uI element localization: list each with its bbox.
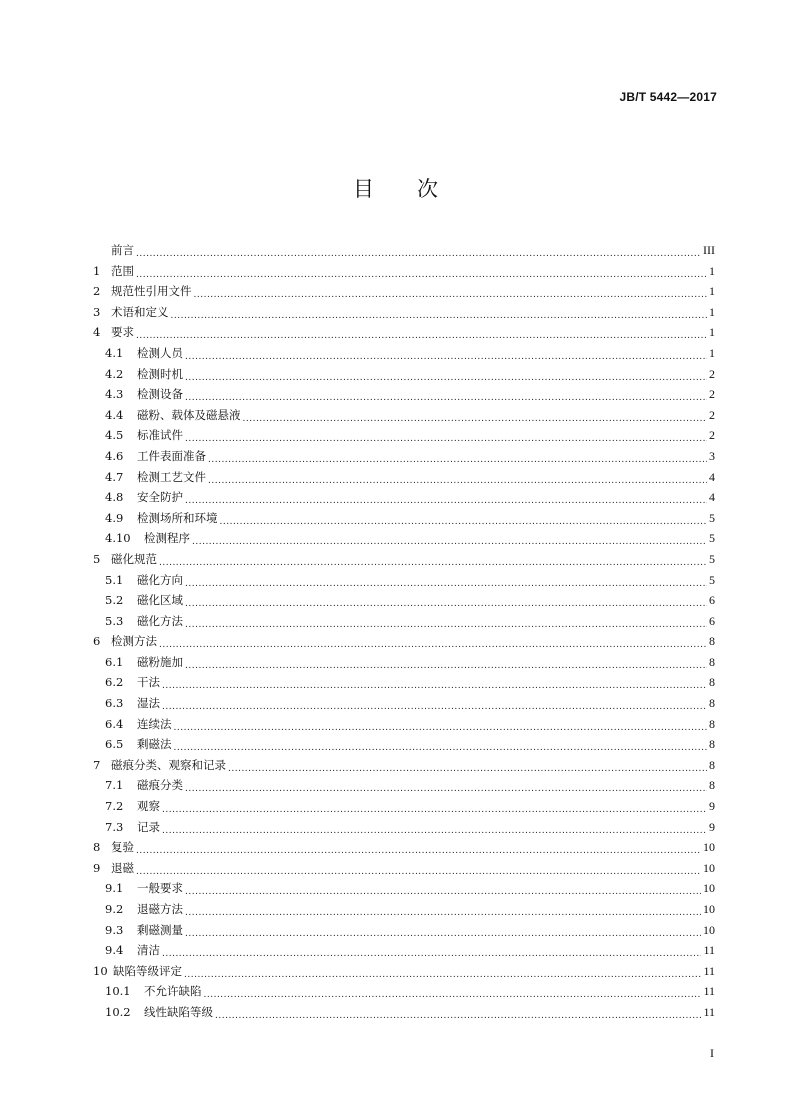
toc-entry-title: 磁粉施加 [137,654,183,669]
toc-entry-page: 1 [709,345,715,360]
toc-dot-leader [185,924,701,945]
toc-entry-page: 10 [703,840,715,855]
toc-entry-number: 2 [93,284,101,299]
toc-entry-title: 标准试件 [137,428,183,443]
toc-entry[interactable] [93,302,715,323]
toc-entry-title: 观察 [137,799,160,814]
toc-dot-leader [136,326,707,347]
toc-entry[interactable] [93,940,715,961]
toc-dot-leader [228,759,707,780]
toc-entry-page: 11 [703,1004,715,1019]
toc-entry-page: 8 [709,634,715,649]
toc-entry-number: 4.9 [105,510,124,525]
toc-entry-title: 缺陷等级评定 [113,963,182,978]
toc-entry[interactable] [93,549,715,570]
toc-entry-number: 3 [93,304,101,319]
toc-entry[interactable] [93,425,715,446]
toc-dot-leader [185,779,707,800]
toc-entry-number: 4.7 [105,469,124,484]
toc-entry-title: 干法 [137,675,160,690]
toc-entry-page: 10 [703,881,715,896]
toc-dot-leader [136,265,707,286]
toc-dot-leader [162,821,707,842]
toc-entry-number: 6.2 [105,675,124,690]
toc-dot-leader [185,388,707,409]
toc-entry-page: 2 [709,387,715,402]
toc-entry-number: 4 [93,325,101,340]
toc-entry-number: 9.1 [105,881,124,896]
toc-entry-page: 6 [709,613,715,628]
toc-entry-title: 清洁 [137,943,160,958]
toc-entry[interactable] [93,652,715,673]
toc-entry[interactable] [93,384,715,405]
table-of-contents [93,240,715,1023]
toc-entry-title: 记录 [137,819,160,834]
toc-title [0,173,792,203]
toc-entry-title: 退磁方法 [137,902,183,916]
toc-entry[interactable] [93,528,715,549]
toc-entry-number: 4.10 [105,531,131,546]
toc-entry-page: 4 [709,490,715,505]
toc-entry-number: 6.1 [105,654,124,669]
toc-dot-leader [171,306,708,327]
toc-entry-number: 5.1 [105,572,124,587]
toc-entry-page: 5 [709,551,715,566]
toc-entry-title: 磁化区域 [137,593,183,608]
toc-entry[interactable] [93,714,715,735]
standard-code: JB/T 5442—2017 [619,90,717,104]
toc-dot-leader [185,574,707,595]
toc-entry-page: 8 [709,675,715,690]
toc-dot-leader [174,738,708,759]
toc-dot-leader [185,429,707,450]
toc-entry-page: 2 [709,428,715,443]
toc-entry-title: 不允许缺陷 [144,984,202,999]
toc-entry-page: 11 [703,963,715,978]
toc-dot-leader [136,862,701,883]
toc-entry-number: 5.2 [105,593,124,608]
toc-dot-leader [185,368,707,389]
toc-entry-page: 2 [709,407,715,422]
toc-entry-number: 10 [93,963,108,978]
toc-dot-leader [215,1006,701,1027]
toc-entry[interactable] [93,775,715,796]
toc-title-char-1: 目 [353,177,375,201]
toc-entry-number: 4.1 [105,345,124,360]
toc-entry[interactable] [93,240,715,261]
toc-dot-leader [162,697,707,718]
toc-entry[interactable] [93,693,715,714]
toc-entry-number: 4.8 [105,490,124,505]
toc-entry-title: 磁化规范 [111,551,157,566]
toc-entry-number: 4.5 [105,428,124,443]
toc-entry[interactable] [93,796,715,817]
toc-entry[interactable] [93,837,715,858]
toc-dot-leader [136,244,701,265]
toc-entry-number: 4.4 [105,407,124,422]
toc-entry-title: 检测程序 [144,531,190,546]
toc-dot-leader [243,409,708,430]
toc-entry[interactable] [93,961,715,982]
toc-entry-page: 11 [703,984,715,999]
toc-entry[interactable] [93,343,715,364]
toc-entry-title: 剩磁法 [137,737,172,752]
toc-entry-page: 8 [709,757,715,772]
toc-entry-title: 术语和定义 [111,304,169,319]
toc-entry-title: 湿法 [137,696,160,711]
toc-entry-title: 退磁 [111,860,134,875]
toc-dot-leader [194,285,708,306]
toc-entry-title: 复验 [111,840,134,855]
toc-dot-leader [162,944,701,965]
toc-entry[interactable] [93,364,715,385]
toc-entry-title: 要求 [111,325,134,340]
toc-entry-title: 磁化方法 [137,613,183,628]
toc-entry-title: 检测场所和环境 [137,510,218,525]
toc-dot-leader [174,718,708,739]
toc-entry-title: 检测工艺文件 [137,469,206,484]
toc-entry-page: 1 [709,263,715,278]
toc-entry-page: 1 [709,325,715,340]
toc-entry-number: 6.4 [105,716,124,731]
toc-entry-number: 1 [93,263,101,278]
toc-entry-title: 检测人员 [137,345,183,360]
toc-dot-leader [136,841,701,862]
toc-dot-leader [192,532,707,553]
toc-entry-number: 9.4 [105,943,124,958]
toc-entry[interactable] [93,467,715,488]
toc-entry-title: 检测设备 [137,387,183,402]
toc-entry[interactable] [93,611,715,632]
toc-entry-number: 6.3 [105,696,124,711]
toc-dot-leader [185,615,707,636]
toc-entry-number: 10.2 [105,1004,131,1019]
toc-dot-leader [208,450,707,471]
toc-entry-title: 连续法 [137,716,172,731]
toc-title-char-2: 次 [417,177,439,201]
toc-entry-page: 5 [709,531,715,546]
toc-entry[interactable] [93,487,715,508]
toc-entry-number: 6 [93,634,101,649]
toc-entry-title: 范围 [111,263,134,278]
toc-entry-page: 9 [709,819,715,834]
toc-dot-leader [159,553,707,574]
toc-entry-number: 4.3 [105,387,124,402]
toc-dot-leader [185,656,707,677]
toc-dot-leader [208,471,707,492]
toc-entry-number: 9.3 [105,922,124,937]
toc-entry-page: 8 [709,696,715,711]
toc-entry-title: 检测时机 [137,366,183,381]
toc-entry[interactable] [93,734,715,755]
toc-entry-number: 5.3 [105,613,124,628]
toc-entry-title: 磁痕分类、观察和记录 [111,757,226,772]
toc-entry-page: 8 [709,778,715,793]
toc-entry-page: 1 [709,304,715,319]
toc-entry-number: 6.5 [105,737,124,752]
toc-entry-page: 6 [709,593,715,608]
page-number: I [710,1046,714,1060]
toc-entry-page: 8 [709,654,715,669]
toc-entry-page: 5 [709,572,715,587]
toc-entry-number: 10.1 [105,984,131,999]
toc-entry-title: 磁化方向 [137,572,183,587]
toc-entry-page: 8 [709,737,715,752]
toc-entry-title: 规范性引用文件 [111,284,192,299]
toc-entry[interactable] [93,570,715,591]
toc-entry-page: 9 [709,799,715,814]
toc-entry-page: 11 [703,943,715,958]
toc-dot-leader [185,491,707,512]
toc-entry-title: 磁痕分类 [137,778,183,793]
toc-entry-page: 5 [709,510,715,525]
toc-dot-leader [162,676,707,697]
toc-entry-title: 前言 [111,243,134,257]
toc-entry-page: III [703,243,715,257]
toc-entry-title: 工件表面准备 [137,448,206,463]
toc-entry-title: 检测方法 [111,634,157,649]
toc-dot-leader [185,903,701,924]
toc-dot-leader [220,512,708,533]
toc-entry-page: 3 [709,448,715,463]
toc-entry-page: 10 [703,860,715,875]
toc-entry[interactable] [93,899,715,920]
toc-entry-number: 9 [93,860,101,875]
toc-entry-title: 磁粉、载体及磁悬液 [137,407,241,422]
toc-entry[interactable] [93,858,715,879]
toc-dot-leader [185,347,707,368]
toc-dot-leader [204,985,702,1006]
toc-entry-title: 剩磁测量 [137,922,183,937]
toc-entry-title: 一般要求 [137,881,183,896]
toc-entry[interactable] [93,322,715,343]
toc-entry-title: 安全防护 [137,490,183,505]
toc-entry-page: 2 [709,366,715,381]
toc-dot-leader [185,594,707,615]
toc-entry[interactable] [93,817,715,838]
toc-entry-number: 4.6 [105,448,124,463]
toc-entry[interactable] [93,878,715,899]
toc-entry-number: 7.3 [105,819,124,834]
toc-dot-leader [159,635,707,656]
toc-entry-page: 4 [709,469,715,484]
toc-entry-page: 8 [709,716,715,731]
toc-entry-number: 8 [93,840,101,855]
toc-entry[interactable] [93,920,715,941]
toc-entry[interactable] [93,672,715,693]
toc-entry-number: 4.2 [105,366,124,381]
toc-entry-number: 7.2 [105,799,124,814]
toc-entry-number: 5 [93,551,101,566]
toc-entry-number: 9.2 [105,902,124,916]
toc-entry-page: 10 [703,922,715,937]
toc-entry-page: 1 [709,284,715,299]
toc-entry[interactable] [93,1002,715,1023]
toc-entry[interactable] [93,631,715,652]
toc-dot-leader [162,800,707,821]
toc-entry-page: 10 [703,902,715,916]
toc-entry[interactable] [93,590,715,611]
toc-entry-number: 7 [93,757,101,772]
toc-entry-number: 7.1 [105,778,124,793]
toc-entry-title: 线性缺陷等级 [144,1004,213,1019]
toc-entry[interactable] [93,261,715,282]
toc-dot-leader [184,965,701,986]
toc-dot-leader [185,882,701,903]
